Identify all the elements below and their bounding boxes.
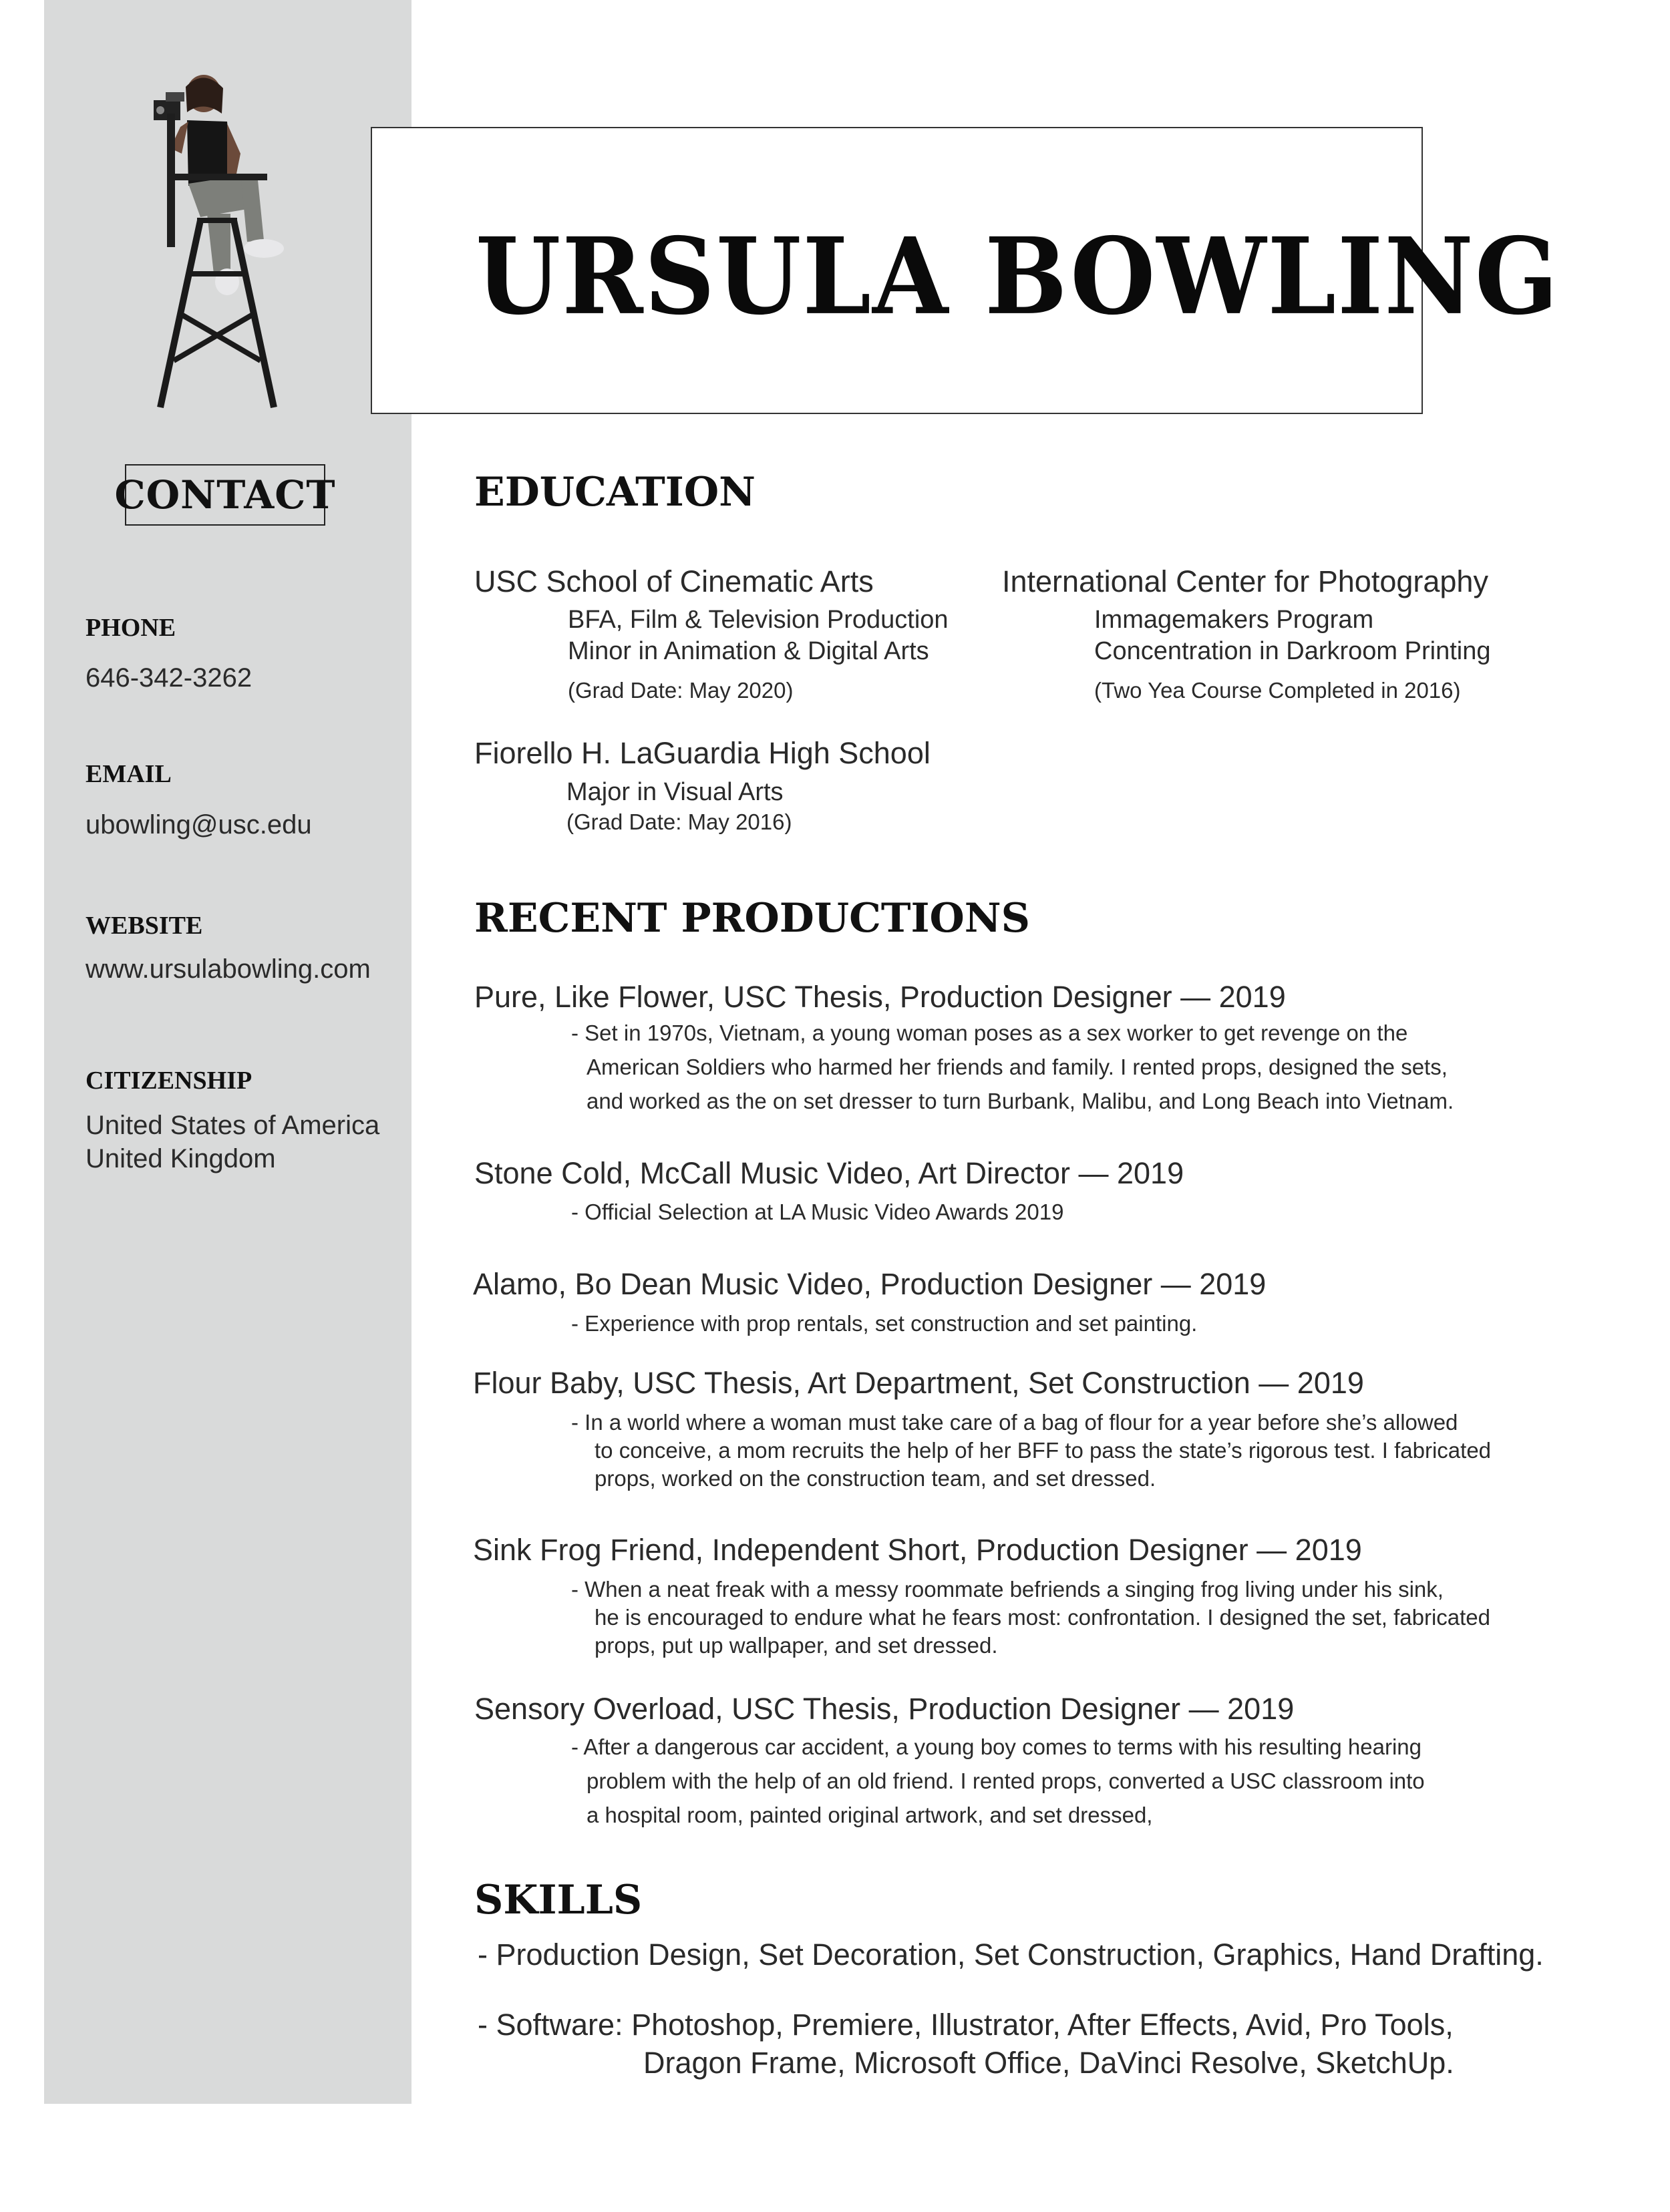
production-title: Alamo, Bo Dean Music Video, Production Designer — 2019	[473, 1267, 1267, 1301]
website-label: WEBSITE	[86, 912, 203, 940]
phone-label: PHONE	[86, 614, 176, 642]
education-heading: EDUCATION	[474, 469, 756, 516]
education-school: International Center for Photography	[1002, 564, 1488, 598]
email-value: ubowling@usc.edu	[86, 810, 312, 840]
production-title: Stone Cold, McCall Music Video, Art Director — 2019	[474, 1156, 1184, 1190]
education-note: (Grad Date: May 2016)	[566, 809, 792, 834]
contact-heading: CONTACT	[125, 464, 325, 526]
citizenship-value-1: United States of America	[86, 1111, 380, 1140]
production-desc-line: to conceive, a mom recruits the help of her BFF to pass the state’s rigorous test. I fabricated	[595, 1438, 1492, 1463]
education-school: USC School of Cinematic Arts	[474, 564, 874, 598]
skill-line: - Software: Photoshop, Premiere, Illustrator, After Effects, Avid, Pro Tools,	[478, 2008, 1454, 2042]
candidate-name: URSULA BOWLING	[476, 215, 1560, 339]
production-title: Flour Baby, USC Thesis, Art Department, Set Construction — 2019	[473, 1366, 1364, 1400]
skill-line: Dragon Frame, Microsoft Office, DaVinci Resolve, SketchUp.	[643, 2046, 1454, 2080]
website-value: www.ursulabowling.com	[86, 954, 371, 984]
production-desc-line: props, worked on the construction team, and set dressed.	[595, 1466, 1156, 1491]
education-line: Immagemakers Program	[1094, 606, 1374, 634]
portrait-photo	[140, 73, 314, 414]
production-desc-line: - Experience with prop rentals, set construction and set painting.	[571, 1311, 1198, 1336]
production-desc-line: - After a dangerous car accident, a young boy comes to terms with his resulting hearing	[571, 1734, 1422, 1759]
education-line: Major in Visual Arts	[566, 778, 784, 806]
production-desc-line: and worked as the on set dresser to turn Burbank, Malibu, and Long Beach into Vietnam.	[587, 1089, 1454, 1113]
education-line: Minor in Animation & Digital Arts	[568, 637, 929, 665]
education-line: Concentration in Darkroom Printing	[1094, 637, 1491, 665]
citizenship-value-2: United Kingdom	[86, 1144, 276, 1173]
production-title: Sensory Overload, USC Thesis, Production Designer — 2019	[474, 1692, 1295, 1726]
education-note: (Two Yea Course Completed in 2016)	[1094, 678, 1461, 703]
production-desc-line: - Official Selection at LA Music Video Awards 2019	[571, 1200, 1064, 1224]
phone-value: 646-342-3262	[86, 663, 253, 693]
education-line: BFA, Film & Television Production	[568, 606, 949, 634]
production-desc-line: - When a neat freak with a messy roommate befriends a singing frog living under his sink,	[571, 1577, 1444, 1602]
production-desc-line: props, put up wallpaper, and set dressed.	[595, 1633, 998, 1658]
name-box	[371, 127, 1560, 414]
production-desc-line: he is encouraged to endure what he fears most: confrontation. I designed the set, fabricated	[595, 1605, 1491, 1630]
email-label: EMAIL	[86, 760, 172, 788]
production-desc-line: problem with the help of an old friend. I rented props, converted a USC classroom into	[587, 1769, 1425, 1793]
production-title: Pure, Like Flower, USC Thesis, Production Designer — 2019	[474, 980, 1286, 1014]
production-title: Sink Frog Friend, Independent Short, Production Designer — 2019	[473, 1533, 1362, 1567]
citizenship-label: CITIZENSHIP	[86, 1067, 253, 1095]
education-note: (Grad Date: May 2020)	[568, 678, 794, 703]
skill-line: - Production Design, Set Decoration, Set Construction, Graphics, Hand Drafting.	[478, 1938, 1544, 1972]
production-desc-line: - In a world where a woman must take care of a bag of flour for a year before she’s allowed	[571, 1410, 1458, 1435]
production-desc-line: American Soldiers who harmed her friends and family. I rented props, designed the sets,	[587, 1055, 1448, 1079]
skills-heading: SKILLS	[474, 1877, 643, 1923]
productions-heading: RECENT PRODUCTIONS	[474, 895, 1030, 942]
production-desc-line: a hospital room, painted original artwork, and set dressed,	[587, 1803, 1153, 1827]
production-desc-line: - Set in 1970s, Vietnam, a young woman poses as a sex worker to get revenge on the	[571, 1021, 1408, 1045]
education-school: Fiorello H. LaGuardia High School	[474, 736, 931, 770]
